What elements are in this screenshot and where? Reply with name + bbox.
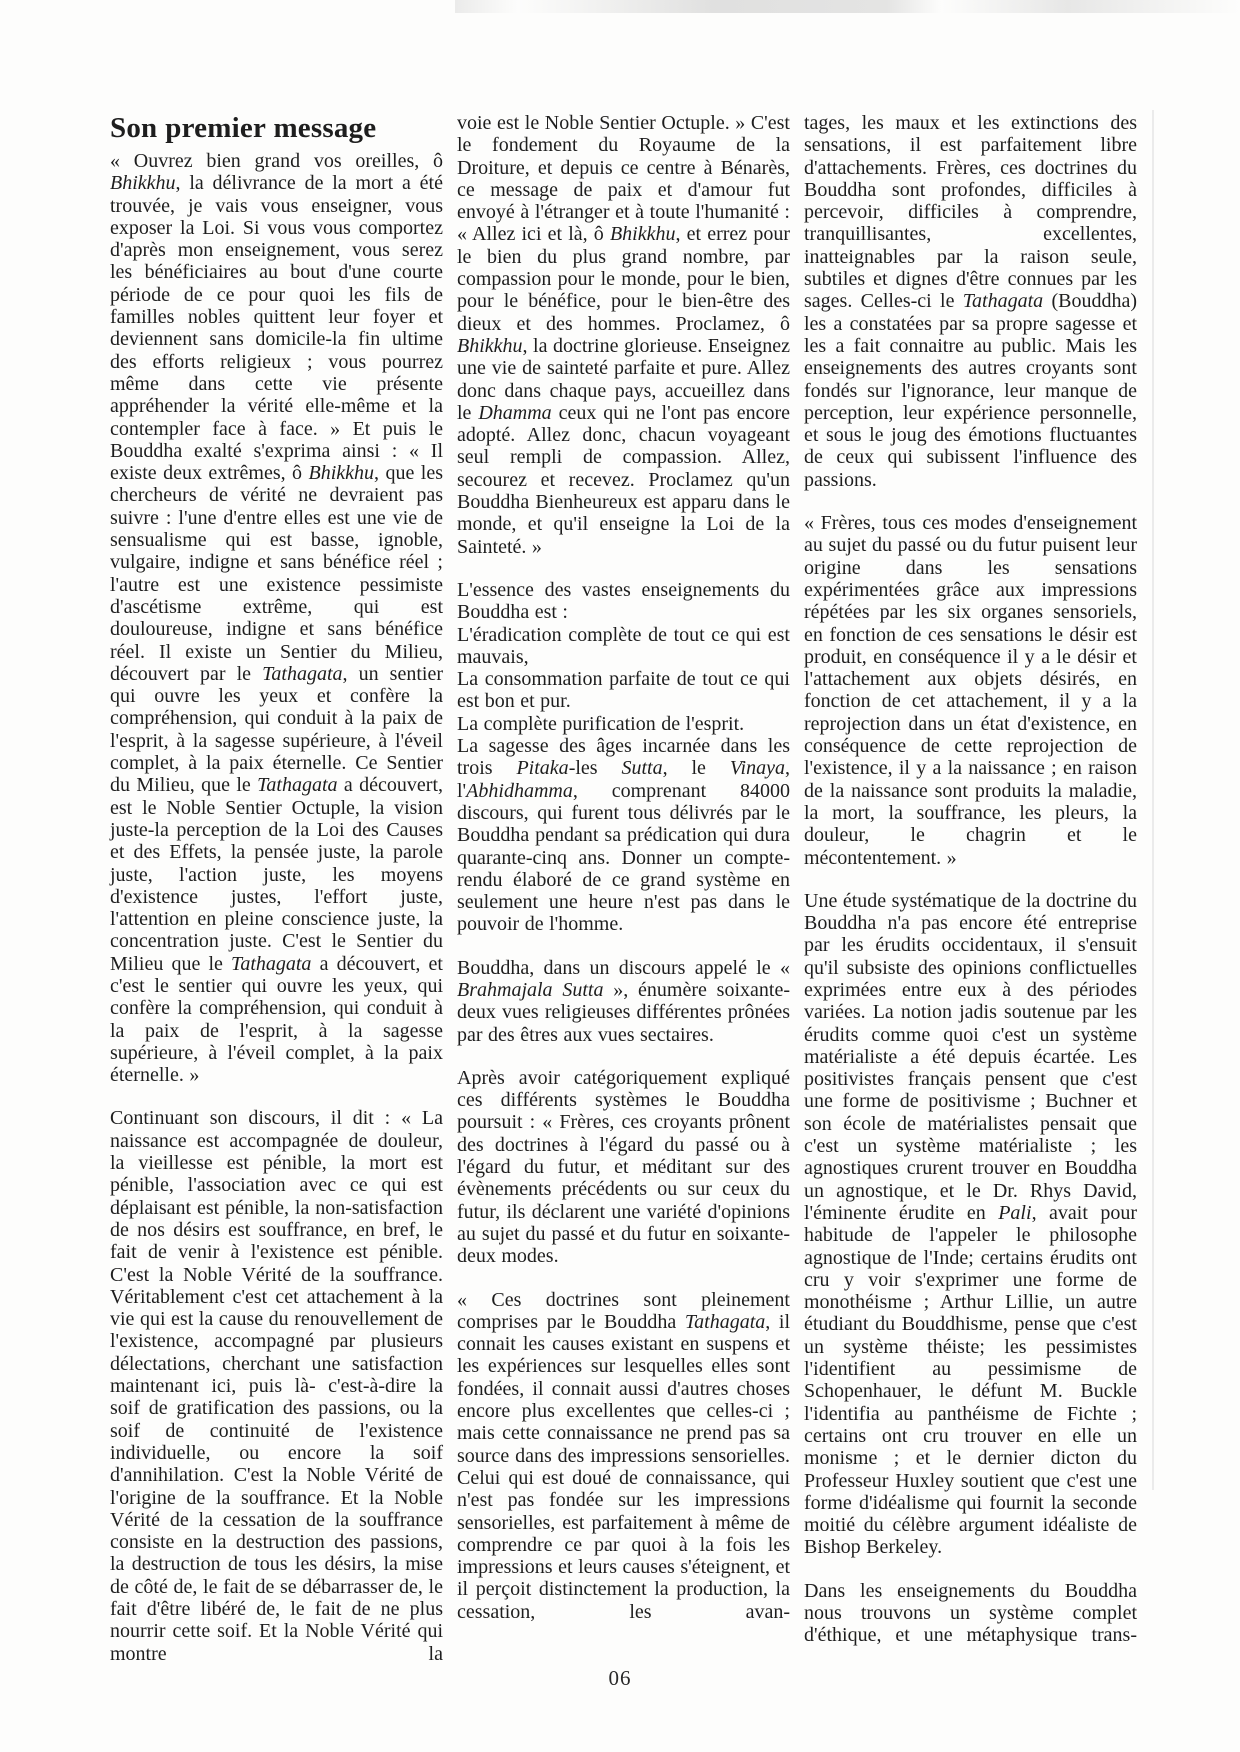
italic-term: Pali: [998, 1201, 1032, 1224]
text-run: tages, les maux et les extinctions des sensations, il est parfaitement libre d'attachements. Frères, ces doctrines du Bouddha sont profondes, difficiles à percevoir, difficiles à comprendre, tranquillisantes, excellentes, inatteignables par la raison seule, subtiles et dignes d'être connues par les sages. Celles-ci le: [804, 112, 1137, 313]
paragraph: [457, 735, 790, 936]
text-column-middle: [457, 112, 790, 1665]
text-run: « Ces doctrines sont pleinement comprises par le Bouddha: [457, 1288, 790, 1333]
italic-term: Brahmajala Sutta: [457, 978, 604, 1001]
text-run: , la doctrine glorieuse. Enseignez une vie de sainteté parfaite et pure. Allez donc dans chaque pays, accueillez dans le: [457, 334, 790, 424]
scan-artifact-top-edge: [455, 0, 1240, 13]
text-run: -les: [568, 757, 622, 780]
paragraph: [457, 668, 790, 713]
text-run: , il connait les causes existant en suspens et les expériences sur lesquelles elles sont fondées, il connait aussi d'autres choses encore plus excellentes que celles-ci ; mais cette connaissance ne prend pas sa source dans des impressions sensorielles. Celui qui est doué de connaissance, qui n'est pas fondée sur les impressions sensorielles, est parfaitement à même de comprendre ce par quoi à la fois les impressions et leurs causes s'éteignent, et il perçoit distinctement la production, la cessation, les avan-: [457, 1310, 791, 1623]
page-number: 06: [608, 1666, 632, 1690]
text-run: , le: [662, 757, 730, 780]
text-run: , avait pour habitude de l'appeler le philosophe agnostique de l'Inde; certains érudits ont cru y voir s'exprimer une forme de monothéisme ; Arthur Lillie, un autre étudiant du Bouddhisme, pense que c'est un système théiste; les pessimistes l'identifient au pessimisme de Schopenhauer, le défunt M. Buckle l'identifia au panthéisme de Fichte ; certains ont cru trouver en elle un monisme ; et le dernier dicton du Professeur Huxley soutient que c'est une forme d'idéalisme qui fournit la seconde moitié du célèbre argument idéaliste de Bishop Berkeley.: [804, 1201, 1137, 1559]
text-run: , et errez pour le bien du plus grand nombre, par compassion pour le monde, pour le bien, pour le bénéfice, pour le bien-être des dieux et des hommes. Proclamez, ô: [457, 223, 790, 335]
text-run: , un sentier qui ouvre les yeux et confère la compréhension, qui conduit à la paix de l'esprit, à la sagesse supérieure, à l'éveil complet, à la paix éternelle. Ce Sentier du Milieu, que le: [110, 662, 443, 797]
text-run: L'essence des vastes enseignements du Bouddha est :: [457, 578, 790, 624]
italic-term: Abhidhamma: [466, 779, 573, 802]
paragraph: [457, 579, 790, 624]
italic-term: Tathagata: [262, 662, 343, 685]
italic-term: Bhikkhu: [110, 172, 176, 195]
scan-artifact-right-edge: [1152, 110, 1154, 1490]
article-heading: [110, 112, 443, 145]
text-run: voie est le Noble Sentier Octuple. » C'est le fondement du Royaume de la Droiture, et depuis ce centre à Bénarès, ce message de paix et d'amour fut envoyé à l'étranger et à toute l'humanité : « Allez ici et là, ô: [457, 112, 790, 246]
paragraph: [457, 112, 790, 558]
paragraph: [457, 1289, 790, 1623]
italic-term: Tathagata: [962, 290, 1044, 313]
text-run: Continuant son discours, il dit : « La naissance est accompagnée de douleur, la vieillesse est pénible, la mort est pénible, l'association avec ce qui est déplaisant est pénible, la non-satisfaction de nos désirs est souffrance, en bref, le fait de venir à l'existence est pénible. C'est la Noble Vérité de la souffrance. Véritablement c'est cet attachement à la vie qui est la cause du renouvellement de l'existence, accompagné par plusieurs délectations, cherchant une satisfaction maintenant ici, puis là- c'est-à-dire la soif de gratification des passions, ou la soif de continuité de l'existence individuelle, ou encore la soif d'annihilation. C'est la Noble Vérité de l'origine de la souffrance. Et la Noble Vérité de la cessation de la souffrance consiste en la destruction des passions, la destruction de tous les désirs, la mise de côté de, le fait de se débarrasser de, le fait d'être libéré de, le fait de ne plus nourrir cette soif. Et la Noble Vérité qui montre la: [110, 1107, 443, 1665]
text-run: , comprenant 84000 discours, qui furent tous délivrés par le Bouddha pendant sa prédication qui dura quarante-cinq ans. Donner un compte-rendu élaboré de ce grand système en seulement une heure n'est pas dans le pouvoir de l'homme.: [457, 779, 790, 936]
paragraph: [457, 624, 790, 669]
text-run: La complète purification de l'esprit.: [457, 712, 745, 735]
paragraph: [457, 713, 790, 735]
text-run: , la délivrance de la mort a été trouvée, je vais vous enseigner, vous exposer la Loi. Si vous vous comportez d'après mon enseignement, vous serez les bénéficiaires au bout d'une courte période de ce pour quoi les fils de familles nobles quittent leur foyer et deviennent sans domicile-la fin ultime des efforts religieux ; vous pourrez même dans cette vie présente appréhender la vérité elle-même et la contempler face à face. » Et puis le Bouddha exalté s'exprima ainsi : « Il existe deux extrêmes, ô: [110, 172, 443, 485]
text-run: Après avoir catégoriquement expliqué ces différents systèmes le Bouddha poursuit : « Frères, ces croyants prônent des doctrines à l'égard du passé ou à l'égard du futur, et méditant sur des évènements précédents ou sur ceux du futur, ils déclarent une variété d'opinions au sujet du passé et du futur en soixante-deux modes.: [457, 1066, 790, 1268]
text-run: La consommation parfaite de tout ce qui est bon et pur.: [457, 668, 790, 713]
paragraph: [804, 512, 1137, 869]
article-columns: [110, 112, 1138, 1665]
text-run: Dans les enseignements du Bouddha nous trouvons un système complet d'éthique, et une métaphysique trans-: [804, 1579, 1137, 1647]
paragraph: [110, 150, 443, 1086]
text-run: , l': [457, 757, 790, 802]
italic-term: Pitaka: [516, 757, 569, 780]
text-run: (Bouddha) les a constatées par sa propre sagesse et les a fait connaitre au public. Mais les enseignements des autres croyants sont fondés sur l'ignorance, leur manque de perception, leur expérience personnelle, et sous le joug des émotions fluctuantes de ceux qui subissent l'influence des passions.: [804, 290, 1137, 491]
italic-term: Dhamma: [478, 401, 552, 424]
text-run: L'éradication complète de tout ce qui est mauvais,: [457, 623, 790, 668]
italic-term: Tathagata: [257, 774, 338, 797]
text-run: Une étude systématique de la doctrine du Bouddha n'a pas encore été entreprise par les érudits occidentaux, il s'ensuit qu'il subsiste des opinions conflictuelles exprimées entre eux à des périodes variées. La notion jadis soutenue par les érudits comme quoi c'est un système matérialiste a été depuis écartée. Les positivistes français pensent que c'est une forme de positivisme ; Buchner et son école de matérialistes pensait que c'est un système matérialiste ; les agnostiques crurent trouver en Bouddha un agnostique, et le Dr. Rhys David, l'éminente érudite en: [804, 889, 1137, 1224]
text-run: a découvert, et c'est le sentier qui ouvre les yeux, qui confère la compréhension, qui conduit à la paix de l'esprit, à la sagesse supérieure, à l'éveil complet, à la paix éternelle. »: [110, 952, 443, 1087]
paragraph: [110, 1107, 443, 1664]
paragraph: [804, 890, 1137, 1559]
text-run: « Ouvrez bien grand vos oreilles, ô: [110, 150, 443, 172]
italic-term: Tathagata: [684, 1310, 766, 1333]
text-run: Son premier message: [110, 112, 377, 144]
text-run: , que les chercheurs de vérité ne devraient pas suivre : l'une d'entre elles est une vie de sensualisme qui est basse, ignoble, vulgaire, indigne et sans bénéfice réel ; l'autre est une existence pessimiste d'ascétisme extrême, qui est douloureuse, indigne et sans bénéfice réel. Il existe un Sentier du Milieu, découvert par le: [110, 462, 444, 685]
paragraph: [804, 112, 1137, 491]
italic-term: Vinaya: [729, 757, 785, 780]
paragraph: [457, 957, 790, 1046]
text-run: La sagesse des âges incarnée dans les trois: [457, 735, 790, 780]
paragraph: [457, 1067, 790, 1268]
text-run: a découvert, est le Noble Sentier Octuple, la vision juste-la perception de la Loi des Causes et des Effets, la pensée juste, la parole juste, l'action juste, les moyens d'existence justes, l'effort juste, l'attention en pleine conscience juste, la concentration juste. C'est le Sentier du Milieu que le: [110, 774, 443, 975]
paragraph: [804, 1580, 1137, 1647]
italic-term: Tathagata: [231, 952, 312, 975]
italic-term: Bhikkhu: [457, 334, 523, 357]
text-run: « Frères, tous ces modes d'enseignement au sujet du passé ou du futur puisent leur origine dans les sensations expérimentées grâce aux impressions répétées par les six organes sensoriels, en fonction de ces sensations le désir est produit, en conséquence il y a le désir et l'attachement aux objets désirés, en fonction de cet attachement, il y a la reprojection dans un état d'existence, en conséquence de cette reprojection de l'existence, il y a la naissance ; en raison de la naissance sont produits la maladie, la mort, la souffrance, les pleurs, la douleur, le chagrin et le mécontentement. »: [804, 512, 1137, 869]
text-column-right: [804, 112, 1137, 1665]
italic-term: Bhikkhu: [308, 462, 375, 485]
italic-term: Bhikkhu: [609, 223, 676, 246]
text-run: », énumère soixante-deux vues religieuses différentes prônées par des êtres aux vues sectaires.: [457, 978, 790, 1046]
italic-term: Sutta: [621, 757, 663, 780]
text-column-left: [110, 112, 443, 1665]
text-run: ceux qui ne l'ont pas encore adopté. Allez donc, chacun voyageant seul rempli de compassion. Allez, secourez et recevez. Proclamez qu'un Bouddha Bienheureux est apparu dans le monde, et qu'il enseigne la Loi de la Sainteté. »: [457, 401, 790, 558]
text-run: Bouddha, dans un discours appelé le «: [457, 956, 790, 979]
